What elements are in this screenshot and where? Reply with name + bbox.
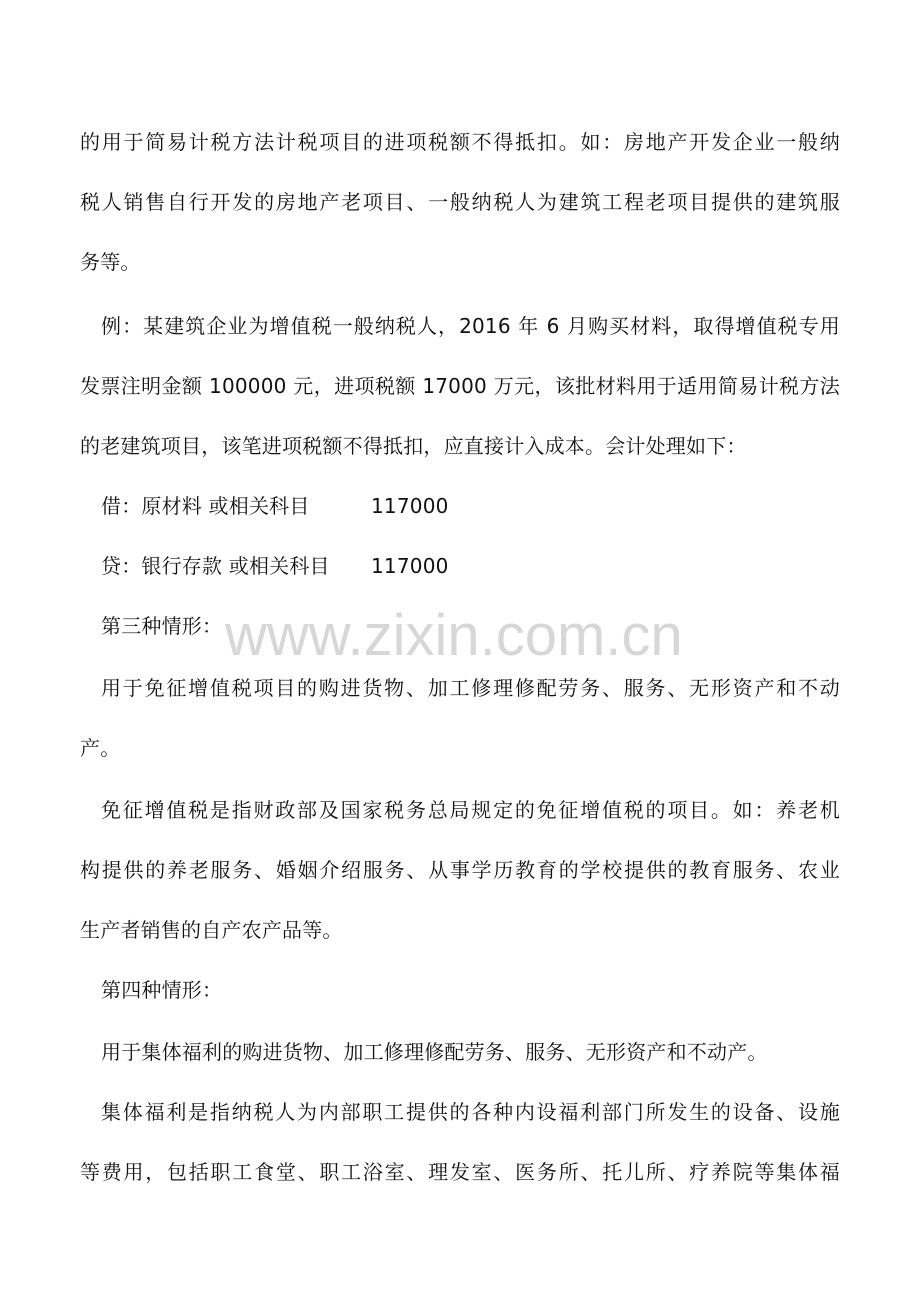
journal-entry-debit (101, 494, 840, 518)
paragraph-line: 集体福利是指纳税人为内部职工提供的各种内设福利部门所发生的设备、设施 (101, 1100, 840, 1124)
paragraph-line: 构提供的养老服务、婚姻介绍服务、从事学历教育的学校提供的教育服务、农业 (80, 858, 840, 882)
credit-account: 贷：银行存款 或相关科目 (101, 554, 330, 578)
paragraph-line: 例：某建筑企业为增值税一般纳税人，2016 年 6 月购买材料，取得增值税专用 (101, 314, 840, 338)
paragraph-line: 生产者销售的自产农产品等。 (80, 918, 343, 942)
paragraph-line: 发票注明金额 100000 元，进项税额 17000 万元，该批材料用于适用简易计税方法 (80, 374, 840, 398)
watermark-text: www.zixin.com.cn (225, 603, 683, 668)
debit-account: 借：原材料 或相关科目 (101, 494, 310, 518)
paragraph-line: 用于集体福利的购进货物、加工修理修配劳务、服务、无形资产和不动产。 (101, 1040, 768, 1064)
paragraph-line: 的老建筑项目，该笔进项税额不得抵扣，应直接计入成本。会计处理如下： (80, 434, 747, 458)
paragraph-line: 产。 (80, 736, 121, 760)
journal-entry-credit (101, 554, 840, 578)
paragraph-line: 等费用，包括职工食堂、职工浴室、理发室、医务所、托儿所、疗养院等集体福 (80, 1160, 840, 1184)
debit-amount: 117000 (371, 494, 449, 518)
section-heading: 第三种情形： (101, 614, 223, 638)
paragraph-line: 务等。 (80, 250, 141, 274)
section-heading: 第四种情形： (101, 978, 223, 1002)
credit-amount: 117000 (371, 554, 449, 578)
paragraph-line: 税人销售自行开发的房地产老项目、一般纳税人为建筑工程老项目提供的建筑服 (80, 190, 840, 214)
paragraph-line: 的用于简易计税方法计税项目的进项税额不得抵扣。如：房地产开发企业一般纳 (80, 130, 840, 154)
paragraph-line: 用于免征增值税项目的购进货物、加工修理修配劳务、服务、无形资产和不动 (101, 676, 840, 700)
paragraph-line: 免征增值税是指财政部及国家税务总局规定的免征增值税的项目。如：养老机 (101, 798, 840, 822)
